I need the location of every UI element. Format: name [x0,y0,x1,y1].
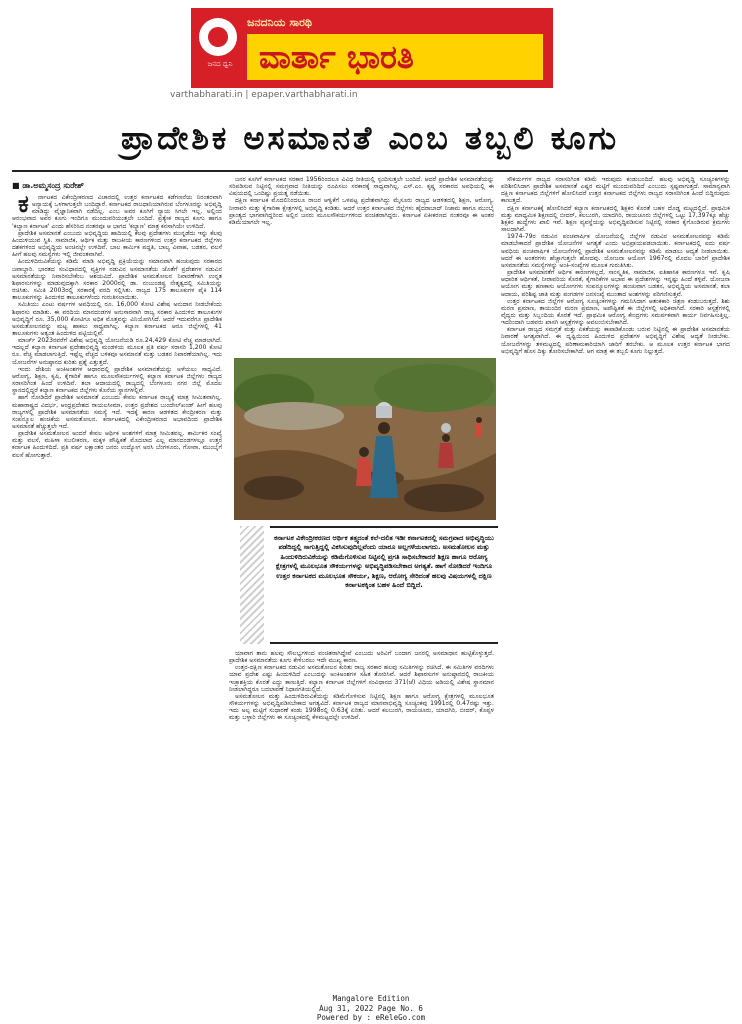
paragraph: ಜನರ ಕೂಗಿಗೆ ಕರ್ನಾಟಕದ ಸರಕಾರ 1956ರಿಂದಲೂ ವಿವಿಧ ರೀತಿಯಲ್ಲಿ ಸ್ಪಂದಿಸುತ್ತಲೇ ಬಂದಿದೆ. ಆದರೆ ಪ್ರಾದೇಶಿಕ ಅಸಮಾನತೆಯನ್ನು ಸರಿಪಡಿಸುವ ನಿಟ್ಟಿನಲ್ಲಿ ಸಮಗ್ರವಾದ ನೀತಿಯನ್ನು ರೂಪಿಸಲು ಸರಕಾರಕ್ಕೆ ಸಾಧ್ಯವಾಗಿಲ್ಲ. ಎಸ್.ಎಂ. ಕೃಷ್ಣ ಸರಕಾರದ ಅವಧಿಯಲ್ಲಿ ಈ ವಿಷಯದಲ್ಲಿ ಒಂದಿಷ್ಟು ಪ್ರಯತ್ನ ನಡೆಯಿತು. [229,176,494,198]
pullquote: ಕರ್ನಾಟಕ ವಿಕೇಂದ್ರೀಕರಣದ ಆರ್ಥಿಕ ತತ್ತ್ವದಂತೆ ಕಲೆ-ದಲಿತ ಇಡೀ ಕರ್ನಾಟಕದಲ್ಲಿ ಸಮಗ್ರವಾದ ಅಭಿವೃದ್ಧಿಯು ಪಡೆದಿದ್ದಲ್ಲಿ ಸಾಗುತ್ತಿದ್ದಲ್ಲಿ ವಿಕಸಿಸುವುದಿಲ್ಲವೆಂದು ಯಾರೂ ಅಲ್ಲಗಳೆಯಲಾಗದು. ಅಸಮತೋಲನ ಮತ್ತು ಹಿಂದುಳಿದಿರುವಿಕೆಯನ್ನು ಕಡಿಮೆಗೊಳಿಸುವ ನಿಟ್ಟಿನಲ್ಲಿ ಪ್ರಗತಿ ಸಾಧಿಸಬೇಕಾದರೆ ಶಿಕ್ಷಣ ಹಾಗೂ ಆರೋಗ್ಯ ಕ್ಷೇತ್ರಗಳಲ್ಲಿ ಮೂಲಭೂತ ಸೌಕರ್ಯಗಳನ್ನು ಅಭಿವೃದ್ಧಿಪಡಿಸಬೇಕಾದ ಅಗತ್ಯತೆ. ಹಾಗೆ ನೋಡಿದರೆ ಇಂದಿಗೂ ಉತ್ತರ ಕರ್ನಾಟಕದ ಮೂಲಭೂತ ಸೌಕರ್ಯ, ಶಿಕ್ಷಣ, ಆರೋಗ್ಯ ಸೇರಿದಂತೆ ಹಲವು ವಿಷಯಗಳಲ್ಲಿ ದಕ್ಷಿಣ ಕರ್ನಾಟಕಕ್ಕಿಂತ ಬಹಳ ಹಿಂದೆ ಬಿದ್ದಿದೆ. [270,526,498,644]
paragraph: ಹಾಗೆ ನೋಡಿದರೆ ಪ್ರಾದೇಶಿಕ ಅಸಮಾನತೆ ಎಂಬುದು ಕೇವಲ ಕರ್ನಾಟಕ ರಾಜ್ಯಕ್ಕೆ ಮಾತ್ರ ಸೀಮಿತವಾಗಿಲ್ಲ. ಮಹಾರಾಷ್ಟ್ರದ ವಿದರ್ಭ, ಆಂಧ್ರಪ್ರದೇಶದ ರಾಯಲಸೀಮಾ, ಉತ್ತರ ಪ್ರದೇಶದ ಬುಂದೇಲ್‌ಖಂಡ್ ಹೀಗೆ ಹಲವು ರಾಜ್ಯಗಳಲ್ಲಿ ಪ್ರಾದೇಶಿಕ ಅಸಮಾನತೆಯ ಸಮಸ್ಯೆ ಇದೆ. ಇದಕ್ಕೆ ಕಾರಣ ಆಡಳಿತದ ಕೇಂದ್ರೀಕರಣ ಮತ್ತು ಸಂಪನ್ಮೂಲ ಹಂಚಿಕೆಯ ಅಸಮತೋಲನ. ಕರ್ನಾಟಕದಲ್ಲಿ ವಿಕೇಂದ್ರೀಕರಣದ ಅಭಾವದಿಂದ ಪ್ರಾದೇಶಿಕ ಅಸಮಾನತೆ ಹೆಚ್ಚುತ್ತಲೇ ಇದೆ. [12,394,222,430]
paragraph: ಪ್ರಾದೇಶಿಕ ಅಸಮಾನತೆಗೆ ಆರ್ಥಿಕ ಕಾರಣಗಳಲ್ಲದೆ, ಸಾಂಸ್ಕೃತಿಕ, ಸಾಮಾಜಿಕ, ಐತಿಹಾಸಿಕ ಕಾರಣಗಳೂ ಇವೆ. ಕೃಷಿ ಆಧಾರಿತ ಆರ್ಥಿಕತೆ, ನೀರಾವರಿಯ ಕೊರತೆ, ಕೈಗಾರಿಕೆಗಳ ಅಭಾವ ಈ ಪ್ರದೇಶಗಳನ್ನು ಇನ್ನಷ್ಟು ಹಿಂದೆ ತಳ್ಳಿವೆ. ಯೋಜನಾ ಆಯೋಗ ಮತ್ತು ಹಣಕಾಸು ಆಯೋಗಗಳು ಸಂಪನ್ಮೂಲಗಳನ್ನು ಹಂಚುವಾಗ ಬಡತನ, ಅಭಿವೃದ್ಧಿಯ ಅಸಮಾನತೆ, ತಲಾ ಆದಾಯ, ಪರಿಶಿಷ್ಟ ಜಾತಿ ಮತ್ತು ಪಂಗಡಗಳ ಜನಸಂಖ್ಯೆ ಮುಂತಾದ ಅಂಶಗಳನ್ನು ಪರಿಗಣಿಸುತ್ತವೆ. [501,269,730,298]
paragraph: ಇಂದು ದೇಶಿಯ ಅಂಕಿಅಂಶಗಳ ಆಧಾರದಲ್ಲಿ ಪ್ರಾದೇಶಿಕ ಅಸಮಾನತೆಯನ್ನು ಅಳೆಯಲು ಸಾಧ್ಯವಿದೆ. ಆರೋಗ್ಯ, ಶಿಕ್ಷಣ, ಕೃಷಿ, ಕೈಗಾರಿಕೆ ಹಾಗೂ ಮೂಲಸೌಕರ್ಯಗಳಲ್ಲಿ ಕಲ್ಯಾಣ ಕರ್ನಾಟಕ ಜಿಲ್ಲೆಗಳು ರಾಜ್ಯದ ಸರಾಸರಿಗಿಂತ ಹಿಂದೆ ಉಳಿದಿವೆ. ತಲಾ ಆದಾಯದಲ್ಲಿ ರಾಜ್ಯದಲ್ಲಿ ಬೆಂಗಳೂರು ನಗರ ಜಿಲ್ಲೆ ಮೊದಲ ಸ್ಥಾನದಲ್ಲಿದ್ದರೆ ಕಲ್ಯಾಣ ಕರ್ನಾಟಕದ ಜಿಲ್ಲೆಗಳು ಕೊನೆಯ ಸ್ಥಾನಗಳಲ್ಲಿವೆ. [12,365,222,395]
article-photo [234,358,496,520]
paragraph: ದಕ್ಷಿಣ ಕರ್ನಾಟಕಕ್ಕೆ ಹೋಲಿಸಿದರೆ ಕಲ್ಯಾಣ ಕರ್ನಾಟಕದಲ್ಲಿ ಶಿಕ್ಷಕರ ಕೊರತೆ ಬಹಳ ದೊಡ್ಡ ಮಟ್ಟದಲ್ಲಿದೆ. ಪ್ರಾಥಮಿಕ ಮತ್ತು ಮಾಧ್ಯಮಿಕ ಶಿಕ್ಷಣದಲ್ಲಿ ಬೀದರ್, ಕಲಬುರಗಿ, ಯಾದಗಿರಿ, ರಾಯಚೂರು ಜಿಲ್ಲೆಗಳಲ್ಲಿ ಒಟ್ಟು 17,397ಕ್ಕೂ ಹೆಚ್ಚು ಶಿಕ್ಷಕರ ಹುದ್ದೆಗಳು ಖಾಲಿ ಇವೆ. ಶಿಕ್ಷಣ ವ್ಯವಸ್ಥೆಯನ್ನು ಅಭಿವೃದ್ಧಿಪಡಿಸುವ ನಿಟ್ಟಿನಲ್ಲಿ ಸರಕಾರ ಕೈಗೊಂಡಿರುವ ಕ್ರಮಗಳು ಸಾಲದಾಗಿವೆ. [501,204,730,234]
dropcap: ಕ [18,189,29,218]
byline: ■ ಡಾ.ಅಮ್ಮಸಂದ್ರ ಸುರೇಶ್ [12,181,84,190]
logo-subtext: ಜನದ ಧ್ವನಿ [207,60,233,68]
paragraph: ಸಮಿತಿಯು ಎಂಟು ವರ್ಷಗಳ ಅವಧಿಯಲ್ಲಿ ರೂ. 16,000 ಕೋಟಿ ವಿಶೇಷ ಅನುದಾನ ನೀಡಬೇಕೆಂದು ಶಿಫಾರಸು ಮಾಡಿತು. ಈ ವರದಿಯ ಮಾನದಂಡಗಳ ಅನುಸಾರವಾಗಿ ರಾಜ್ಯ ಸರಕಾರ ಹಿಂದುಳಿದ ತಾಲೂಕುಗಳ ಅಭಿವೃದ್ಧಿಗೆ ರೂ. 35,000 ಕೋಟಿಗೂ ಅಧಿಕ ಮೊತ್ತವನ್ನು ವಿನಿಯೋಗಿಸಿದೆ. ಆದರೆ ಇದುವರೆಗೂ ಪ್ರಾದೇಶಿಕ ಅಸಮತೋಲನವನ್ನು ಮಟ್ಟ ಹಾಕಲು ಸಾಧ್ಯವಾಗಿಲ್ಲ. ಕಲ್ಯಾಣ ಕರ್ನಾಟಕದ ಆರೂ ಜಿಲ್ಲೆಗಳಲ್ಲಿ 41 ತಾಲೂಕುಗಳು ಅತ್ಯಂತ ಹಿಂದುಳಿದ ಪಟ್ಟಿಯಲ್ಲಿವೆ. [12,301,222,337]
logo-icon [199,18,237,56]
paragraph: ಹಿಂದುಳಿದಿರುವಿಕೆಯನ್ನು ಕಡಿಮೆ ಮಾಡಿ ಅಭಿವೃದ್ಧಿ ಪ್ರಕ್ರಿಯೆಯನ್ನು ಸಮಾನವಾಗಿ ಹಂಚುವುದು ಸರಕಾರದ ಜವಾಬ್ದಾರಿ. ಭಾರತದ ಸಂವಿಧಾನದಲ್ಲಿ ವ್ಯಕ್ತಿಗಳ ನಡುವಿನ ಅಸಮಾನತೆಯ ಜೊತೆಗೆ ಪ್ರದೇಶಗಳ ನಡುವಿನ ಅಸಮಾನತೆಯನ್ನು ನಿವಾರಿಸಬೇಕೆಂಬ ಆಶಯವಿದೆ. ಪ್ರಾದೇಶಿಕ ಅಸಮತೋಲನ ನಿವಾರಣೆಗಾಗಿ ಉನ್ನತ ಶಿಫಾರಸುಗಳನ್ನು ಮಾಡುವುದಕ್ಕಾಗಿ ಸರಕಾರ 2000ರಲ್ಲಿ ಡಾ. ನಂಜುಂಡಪ್ಪ ನೇತೃತ್ವದಲ್ಲಿ ಸಮಿತಿಯನ್ನು ರಚಿಸಿತು. ಸಮಿತಿ 2003ರಲ್ಲಿ ಸರಕಾರಕ್ಕೆ ವರದಿ ಸಲ್ಲಿಸಿತು. ರಾಜ್ಯದ 175 ತಾಲೂಕುಗಳ ಪೈಕಿ 114 ತಾಲೂಕುಗಳನ್ನು ಹಿಂದುಳಿದ ತಾಲೂಕುಗಳೆಂದು ಗುರುತಿಸಲಾಯಿತು. [12,258,222,302]
masthead-tagline: ಜನದನಿಯ ಸಾರಥಿ [247,16,312,29]
paragraph: ಉತ್ತರ ಕರ್ನಾಟಕದ ಜಿಲ್ಲೆಗಳ ಆರೋಗ್ಯ ಸೂಚ್ಯಂಕಗಳನ್ನು ಗಮನಿಸಿದಾಗ ಆತಂಕಕಾರಿ ಚಿತ್ರಣ ಕಂಡುಬರುತ್ತದೆ. ಶಿಶು ಮರಣ ಪ್ರಮಾಣ, ತಾಯಂದಿರ ಮರಣ ಪ್ರಮಾಣ, ಅಪೌಷ್ಟಿಕತೆ ಈ ಜಿಲ್ಲೆಗಳಲ್ಲಿ ಅಧಿಕವಾಗಿದೆ. ಸರಕಾರಿ ಆಸ್ಪತ್ರೆಗಳಲ್ಲಿ ವೈದ್ಯರು ಮತ್ತು ಸಿಬ್ಬಂದಿಯ ಕೊರತೆ ಇದೆ. ಪ್ರಾಥಮಿಕ ಆರೋಗ್ಯ ಕೇಂದ್ರಗಳು ಸಮರ್ಪಕವಾಗಿ ಕಾರ್ಯ ನಿರ್ವಹಿಸುತ್ತಿಲ್ಲ. ಇದರಿಂದಾಗಿ ಬಡವರು ಖಾಸಗಿ ಆಸ್ಪತ್ರೆಗಳನ್ನು ಅವಲಂಬಿಸಬೇಕಾಗಿದೆ. [501,297,730,327]
date-page-label: Aug 31, 2022 Page No. 6 [319,1003,423,1013]
paragraph: ಕರ್ನಾಟಕ ರಾಜ್ಯದ ಸಮಗ್ರತೆ ಮತ್ತು ಏಕತೆಯನ್ನು ಕಾಪಾಡಿಕೊಂಡು ಬರುವ ನಿಟ್ಟಿನಲ್ಲಿ ಈ ಪ್ರಾದೇಶಿಕ ಅಸಮಾನತೆಯ ನಿವಾರಣೆ ಅಗತ್ಯವಾಗಿದೆ. ಈ ದೃಷ್ಟಿಯಿಂದ ಹಿಂದುಳಿದ ಪ್ರದೇಶಗಳ ಅಭಿವೃದ್ಧಿಗೆ ವಿಶೇಷ ಆದ್ಯತೆ ನೀಡಬೇಕು. ಯೋಜನೆಗಳನ್ನು ತಳಮಟ್ಟದಲ್ಲಿ ಪರಿಣಾಮಕಾರಿಯಾಗಿ ಜಾರಿಗೆ ತರಬೇಕು. ಆ ಮೂಲಕ ಉತ್ತರ ಕರ್ನಾಟಕ ಭಾಗದ ಅಭಿವೃದ್ಧಿಗೆ ಹೊಸ ದಿಕ್ಕು ತೋರಿಸಬೇಕಾಗಿದೆ. ಆಗ ಮಾತ್ರ ಈ ತಬ್ಬಲಿ ಕೂಗು ನಿಲ್ಲುತ್ತದೆ. [501,326,730,355]
paragraph: ಪ್ರಾದೇಶಿಕ ಅಸಮಾನತೆ ಎಂಬುದು ಅಭಿವೃದ್ಧಿಯ ಹಾದಿಯಲ್ಲಿ ಕೆಲವು ಪ್ರದೇಶಗಳು ಮುನ್ನಡೆದು ಇನ್ನು ಕೆಲವು ಹಿಂದುಳಿಯುವ ಸ್ಥಿತಿ. ಸಾಮಾಜಿಕ, ಆರ್ಥಿಕ ಮತ್ತು ರಾಜಕೀಯ ಕಾರಣಗಳಿಂದ ಉತ್ತರ ಕರ್ನಾಟಕದ ಜಿಲ್ಲೆಗಳು ದಶಕಗಳಿಂದ ಅಭಿವೃದ್ಧಿಯ ಅಂಚಿನಲ್ಲೇ ಉಳಿದಿವೆ. ಬಾಲ ಕಾರ್ಮಿಕ ಪದ್ಧತಿ, ಬಾಲ್ಯ ವಿವಾಹ, ಬಡತನ, ವಲಸೆ ಹೀಗೆ ಹಲವು ಸಮಸ್ಯೆಗಳು ಇಲ್ಲಿ ಜೀವಂತವಾಗಿವೆ. [12,229,222,259]
article-column-1 [12,176,222,986]
paragraph: ದಕ್ಷಿಣ ಕರ್ನಾಟಕ ಮೊದಲಿನಿಂದಲೂ ರಾಜರ ಆಳ್ವಿಕೆಗೆ ಒಳಪಟ್ಟ ಪ್ರದೇಶವಾಗಿದ್ದು ಮೈಸೂರು ರಾಜ್ಯದ ಆಡಳಿತದಲ್ಲಿ ಶಿಕ್ಷಣ, ಆರೋಗ್ಯ, ನೀರಾವರಿ ಮತ್ತು ಕೈಗಾರಿಕಾ ಕ್ಷೇತ್ರಗಳಲ್ಲಿ ಅಭಿವೃದ್ಧಿ ಕಂಡಿತು. ಆದರೆ ಉತ್ತರ ಕರ್ನಾಟಕದ ಜಿಲ್ಲೆಗಳು ಹೈದರಾಬಾದ್ ನಿಜಾಮ ಹಾಗೂ ಮುಂಬೈ ಪ್ರಾಂತ್ಯದ ಭಾಗವಾಗಿದ್ದರಿಂದ ಅಲ್ಲಿನ ಜನರು ಮೂಲಸೌಕರ್ಯಗಳಿಂದ ವಂಚಿತರಾಗಿದ್ದರು. ಕರ್ನಾಟಕ ಏಕೀಕರಣದ ನಂತರವೂ ಈ ಅಂತರ ಕಡಿಮೆಯಾಗಲೇ ಇಲ್ಲ. [229,197,494,226]
article-headline: ಪ್ರಾದೇಶಿಕ ಅಸಮಾನತೆ ಎಂಬ ತಬ್ಬಲಿ ಕೂಗು [120,119,620,157]
article-column-2-bottom [229,650,494,986]
article-column-3 [501,176,730,986]
paragraph: ಪ್ರಾದೇಶಿಕ ಅಸಮತೋಲನ ಅಂದರೆ ಕೇವಲ ಆರ್ಥಿಕ ಅಂಶಗಳಿಗೆ ಮಾತ್ರ ಸೀಮಿತವಲ್ಲ. ಕಾರ್ಮಿಕರ ಸಂಖ್ಯೆ ಮತ್ತು ವಲಸೆ, ಮಹಿಳಾ ಸಬಲೀಕರಣ, ಮಕ್ಕಳ ಪೌಷ್ಟಿಕತೆ ಮೊದಲಾದ ಎಲ್ಲ ಮಾನದಂಡಗಳಲ್ಲೂ ಉತ್ತರ ಕರ್ನಾಟಕ ಹಿಂದುಳಿದಿದೆ. ಪ್ರತಿ ವರ್ಷ ಲಕ್ಷಾಂತರ ಜನರು ಉದ್ಯೋಗ ಅರಸಿ ಬೆಂಗಳೂರು, ಗೋವಾ, ಮುಂಬೈಗೆ ವಲಸೆ ಹೋಗುತ್ತಾರೆ. [12,430,222,459]
paragraph: ಕ ರ್ನಾಟಕದ ವಿಕೇಂದ್ರೀಕರಣದ ವಿಚಾರದಲ್ಲಿ ಉತ್ತರ ಕರ್ನಾಟಕದ ಕಡೆಗಣನೆಯ ನಿರಂತರವಾಗಿ ಅನ್ಯಾಯಕ್ಕೆ ಒಳಗಾಗುತ್ತಲೇ ಬಂದಿದ್ದಾರೆ. ಕರ್ನಾಟಕದ ರಾಜಧಾನಿಯಾಗಿರುವ ಬೆಂಗಳೂರನ್ನು ಅಭಿವೃದ್ಧಿ ಮಾಡಿದ್ದು ವೈಜ್ಞಾನಿಕವಾಗಿ ನಡೆದಿಲ್ಲ. ಎಂಬ ಅವರ ಕೂಗಿಗೆ ನ್ಯಾಯ ಸಿಗಲೇ ಇಲ್ಲ. ಅಲ್ಲಿಂದ ಆರಂಭವಾದ ಅವರ ಕೂಗು ಇಂದಿಗೂ ಮುಂದುವರಿಯುತ್ತಲೇ ಬಂದಿದೆ. ಪ್ರತ್ಯೇಕ ರಾಜ್ಯದ ಕೂಗು ಹಾಗೂ 'ಕಲ್ಯಾಣ ಕರ್ನಾಟಕ' ಎಂದು ಹೆಸರಿಸಿದ ನಂತರವೂ ಆ ಭಾಗದ 'ಕಲ್ಯಾಣ' ಮಾತ್ರ ಕನಸಾಗಿಯೇ ಉಳಿದಿದೆ. [12,189,222,230]
paragraph: ಮಾರ್ಚ್ 2023ರವರೆಗೆ ವಿಶೇಷ ಅಭಿವೃದ್ಧಿ ಯೋಜನೆಯಡಿ ರೂ.24,429 ಕೋಟಿ ವೆಚ್ಚ ಮಾಡಲಾಗಿದೆ. ಇದಲ್ಲದೆ ಕಲ್ಯಾಣ ಕರ್ನಾಟಕ ಪ್ರದೇಶಾಭಿವೃದ್ಧಿ ಮಂಡಳಿಯ ಮೂಲಕ ಪ್ರತಿ ವರ್ಷ ಸರಾಸರಿ 1,200 ಕೋಟಿ ರೂ. ವೆಚ್ಚ ಮಾಡಲಾಗುತ್ತಿದೆ. ಇಷ್ಟೆಲ್ಲ ವೆಚ್ಚದ ಬಳಿಕವೂ ಅಸಮಾನತೆ ಮತ್ತು ಬಡತನ ನಿವಾರಣೆಯಾಗಿಲ್ಲ. ಇದು ಯೋಜನೆಗಳ ಅನುಷ್ಠಾನದ ಕುರಿತು ಪ್ರಶ್ನೆ ಎತ್ತುತ್ತದೆ. [12,337,222,366]
url-strip[interactable]: varthabharati.in | epaper.varthabharati.in [170,90,358,100]
masthead [191,8,553,88]
headline-divider [12,170,728,172]
paragraph: ಸೌಕರ್ಯಗಳ ರಾಜ್ಯದ ಸರಾಸರಿಗಿಂತ ಕಡಿಮೆ ಇರುವುದು ಕಂಡುಬಂದಿದೆ. ಹಲವು ಅಭಿವೃದ್ಧಿ ಸೂಚ್ಯಂಕಗಳನ್ನು ಪರಿಶೀಲಿಸಿದಾಗ ಪ್ರಾದೇಶಿಕ ಅಸಮಾನತೆ ಎಷ್ಟರ ಮಟ್ಟಿಗೆ ಮುಂದುವರಿದಿದೆ ಎಂಬುದು ಸ್ಪಷ್ಟವಾಗುತ್ತದೆ. ಸಾಮಾನ್ಯವಾಗಿ ದಕ್ಷಿಣ ಕರ್ನಾಟಕದ ಜಿಲ್ಲೆಗಳಿಗೆ ಹೋಲಿಸಿದರೆ ಉತ್ತರ ಕರ್ನಾಟಕದ ಜಿಲ್ಲೆಗಳು ರಾಜ್ಯದ ಸರಾಸರಿಗಿಂತ ಹಿಂದೆ ಬಿದ್ದಿರುವುದು ಕಾಣುತ್ತದೆ. [501,176,730,205]
article-column-2-top [229,176,494,356]
paragraph: ಅಸಮತೋಲನ ಮತ್ತು ಹಿಂದುಳಿದಿರುವಿಕೆಯನ್ನು ಕಡಿಮೆಗೊಳಿಸುವ ನಿಟ್ಟಿನಲ್ಲಿ ಶಿಕ್ಷಣ ಹಾಗೂ ಆರೋಗ್ಯ ಕ್ಷೇತ್ರಗಳಲ್ಲಿ ಮೂಲಭೂತ ಸೌಕರ್ಯಗಳನ್ನು ಅಭಿವೃದ್ಧಿಪಡಿಸಬೇಕಾದ ಅಗತ್ಯವಿದೆ. ಕರ್ನಾಟಕ ರಾಜ್ಯದ ಮಾನವಾಭಿವೃದ್ಧಿ ಸೂಚ್ಯಂಕವು 1991ರಲ್ಲಿ 0.47ರಷ್ಟು ಇತ್ತು. ಇದು ಅಲ್ಪ ಮಟ್ಟಿಗೆ ಸುಧಾರಣೆ ಕಂಡು 1998ರಲ್ಲಿ 0.63ಕ್ಕೆ ಏರಿತು. ಆದರೆ ಕಲಬುರಗಿ, ರಾಯಚೂರು, ಯಾದಗಿರಿ, ಬೀದರ್, ಕೊಪ್ಪಳ ಮತ್ತು ಬಳ್ಳಾರಿ ಜಿಲ್ಲೆಗಳು ಈ ಸೂಚ್ಯಂಕದಲ್ಲಿ ಕೆಳಮಟ್ಟದಲ್ಲೇ ಉಳಿದಿವೆ. [229,692,494,722]
photo-illustration [234,358,496,520]
paragraph: ಉತ್ತರ-ದಕ್ಷಿಣ ಕರ್ನಾಟಕದ ನಡುವಿನ ಅಸಮತೋಲನ ಕುರಿತು ರಾಜ್ಯ ಸರಕಾರ ಹಲವು ಸಮಿತಿಗಳನ್ನು ರಚಿಸಿದೆ. ಈ ಸಮಿತಿಗಳ ವರದಿಗಳು ಯಾವ ಪ್ರದೇಶ ಎಷ್ಟು ಹಿಂದುಳಿದಿದೆ ಎಂಬುದನ್ನು ಅಂಕಿಅಂಶಗಳ ಸಹಿತ ತೋರಿಸಿವೆ. ಆದರೆ ಶಿಫಾರಸುಗಳ ಅನುಷ್ಠಾನದಲ್ಲಿ ರಾಜಕೀಯ ಇಚ್ಛಾಶಕ್ತಿಯ ಕೊರತೆ ಎದ್ದು ಕಾಣುತ್ತಿದೆ. ಕಲ್ಯಾಣ ಕರ್ನಾಟಕ ಜಿಲ್ಲೆಗಳಿಗೆ ಸಂವಿಧಾನದ 371(ಜೆ) ವಿಧಿಯ ಅಡಿಯಲ್ಲಿ ವಿಶೇಷ ಸ್ಥಾನಮಾನ ನೀಡಲಾಗಿದ್ದರೂ ಬದಲಾವಣೆ ನಿಧಾನಗತಿಯಲ್ಲಿದೆ. [229,664,494,693]
page-footer [0,994,742,1024]
paragraph: 1974-79ರ ನಡುವಿನ ಪಂಚವಾರ್ಷಿಕ ಯೋಜನೆಯಲ್ಲಿ ಜಿಲ್ಲೆಗಳ ನಡುವಿನ ಅಸಮತೋಲನವನ್ನು ಕಡಿಮೆ ಮಾಡಬೇಕಾದರೆ ಪ್ರಾದೇಶಿಕ ಯೋಜನೆಗಳ ಅಗತ್ಯತೆ ಎಂದು ಅಭಿಪ್ರಾಯಪಡಲಾಯಿತು. ಕರ್ನಾಟಕದಲ್ಲಿ ಐದು ವರ್ಷ ಅವಧಿಯ ಪಂಚವಾರ್ಷಿಕ ಯೋಜನೆಗಳಲ್ಲಿ ಪ್ರಾದೇಶಿಕ ಅಸಮತೋಲನವನ್ನು ಕಡಿಮೆ ಮಾಡಲು ಆದ್ಯತೆ ನೀಡಲಾಯಿತು. ಆದರೆ ಈ ಅಂತರಗಳು ಹೆಚ್ಚಾಗುತ್ತಲೇ ಹೋದವು. ಯೋಜನಾ ಆಯೋಗ 1967ರಲ್ಲಿ ಮೊದಲ ಬಾರಿಗೆ ಪ್ರಾದೇಶಿಕ ಅಸಮಾನತೆಯ ಸಮಸ್ಯೆಗಳನ್ನು ಅಂಕಿ-ಸಂಖ್ಯೆಗಳ ಮೂಲಕ ಗುರುತಿಸಿತು. [501,233,730,269]
powered-by-link[interactable]: Powered by : eReleGo.com [316,1013,426,1022]
newspaper-name: ವಾರ್ತಾ ಭಾರತಿ [247,34,543,80]
pullquote-stripe [240,526,264,644]
edition-label: Mangalore Edition [332,994,410,1003]
paragraph: ಯಾವಾಗ ತಾನು ಹಲವು ಸೌಲಭ್ಯಗಳಿಂದ ವಂಚಿತರಾಗಿದ್ದೇವೆ ಎಂಬುದು ಅರಿವಿಗೆ ಬಂದಾಗ ಜನರಲ್ಲಿ ಅಸಮಾಧಾನ ಹುಟ್ಟಿಕೊಳ್ಳುತ್ತದೆ. ಪ್ರಾದೇಶಿಕ ಅಸಮಾನತೆಯ ಕೂಗು ಕೇಳಿಬರಲು ಇದೇ ಮುಖ್ಯ ಕಾರಣ. [229,650,494,665]
